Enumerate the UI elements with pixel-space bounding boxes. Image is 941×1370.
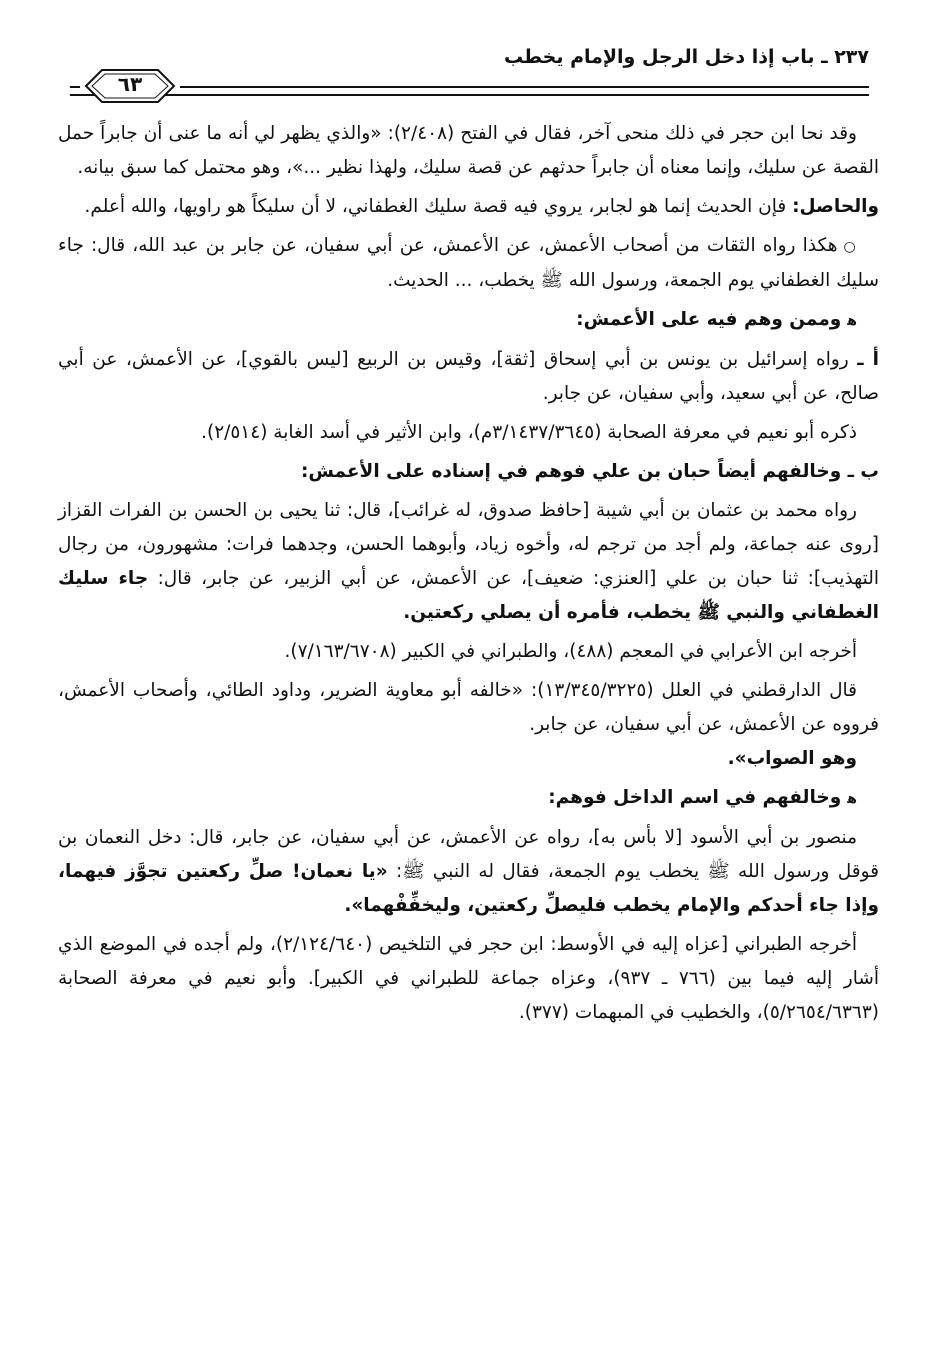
paragraph-4-label: أ ـ [857,349,879,370]
section-heading-2: ب ـ وخالفهم أيضاً حبان بن علي فوهم في إسناده على الأعمش: [300,461,879,482]
paragraph-9 [58,821,879,923]
paragraph-6-text: رواه محمد بن عثمان بن أبي شيبة [حافظ صدوق، له غرائب]، قال: ثنا يحيى بن الحسن بن الفرات القزاز [روى عنه جماعة، ولم أجد من ترجم له، وأخوه زياد، وأبوهما الحسن، وجدهما فرات: مشهورون، من رجال التهذيب]: ثنا حبان بن علي [العنزي: ضعيف]، عن الأعمش، عن أبي الزبير، عن جابر، قال: [58,500,880,589]
paragraph-4 [58,343,879,411]
paragraph-2-text: فإن الحديث إنما هو لجابر، يروي فيه قصة سليك الغطفاني، لا أن سليكاً هو راويها، والله أعلم. [84,196,793,217]
header-rule [70,86,869,96]
paragraph-7: أخرجه ابن الأعرابي في المعجم (٤٨٨)، والطبراني في الكبير (٧/١٦٣/٦٧٠٨). [284,641,857,662]
bullet-icon: ○ [843,239,857,255]
section-heading-1 [58,303,879,338]
paragraph-8 [58,674,879,776]
paragraph-6 [58,494,879,630]
heading-marker-icon: ﻫ [847,313,857,329]
running-title: ٢٣٧ ـ باب إذا دخل الرجل والإمام يخطب [504,46,869,68]
paragraph-6-hadith: جاء سليك الغطفاني والنبي ﷺ يخطب، فأمره أن يصلي ركعتين. [58,568,879,623]
paragraph-10: أخرجه الطبراني [عزاه إليه في الأوسط: ابن حجر في التلخيص (٢/١٢٤/٦٤٠)، ولم أجده في الموضع الذي أشار إليه فيما بين (٧٦٦ ـ ٩٣٧)، وعزاه جماعة للطبراني في الكبير]. وأبو نعيم في معرفة الصحابة (٥/٢٦٥٤/٦٣٦٣)، والخطيب في المبهمات (٣٧٧). [58,934,879,1023]
heading-marker-icon: ﻫ [847,791,857,807]
paragraph-8-conclusion: وهو الصواب». [727,748,857,769]
page-header [70,38,869,98]
page-body [58,117,879,1035]
paragraph-2 [58,190,879,224]
section-heading-3 [58,781,879,816]
paragraph-8-text: قال الدارقطني في العلل (١٣/٣٤٥/٣٢٢٥): «خالفه أبو معاوية الضرير، وداود الطائي، وأصحاب الأعمش، فرووه عن الأعمش، عن أبي سفيان، عن جابر. [58,680,879,735]
paragraph-3-text: هكذا رواه الثقات من أصحاب الأعمش، عن الأعمش، عن أبي سفيان، عن جابر بن عبد الله، قال: جاء سليك الغطفاني يوم الجمعة، ورسول الله ﷺ يخطب، ... الحديث. [58,235,879,291]
paragraph-3 [58,229,879,298]
paragraph-9-text: منصور بن أبي الأسود [لا بأس به]، رواه عن الأعمش، عن أبي سفيان، عن جابر، قال: دخل النعمان بن قوقل ورسول الله ﷺ يخطب يوم الجمعة، فقال له النبي ﷺ: [58,827,879,882]
paragraph-1: وقد نحا ابن حجر في ذلك منحى آخر، فقال في الفتح (٢/٤٠٨): «والذي يظهر لي أنه ما عنى أن جابراً حمل القصة عن سليك، وإنما معناه أن جابراً حدثهم عن قصة سليك، ولهذا نظير ...»، وهو محتمل كما سبق بيانه. [58,123,879,178]
paragraph-2-label: والحاصل: [792,196,879,217]
paragraph-5: ذكره أبو نعيم في معرفة الصحابة (٣/١٤٣٧/٣٦٤٥م)، وابن الأثير في أسد الغابة (٢/٥١٤). [201,422,857,443]
paragraph-9-hadith: «يا نعمان! صلِّ ركعتين تجوَّز فيهما، وإذا جاء أحدكم والإمام يخطب فليصلِّ ركعتين، وليخفِّفْهما». [58,861,879,916]
section-heading-3-text: وخالفهم في اسم الداخل فوهم: [548,787,842,808]
paragraph-4-text: رواه إسرائيل بن يونس بن أبي إسحاق [ثقة]، وقيس بن الربيع [ليس بالقوي]، عن الأعمش، عن أبي صالح، عن أبي سعيد، وأبي سفيان، عن جابر. [58,349,879,404]
section-heading-1-text: وممن وهم فيه على الأعمش: [576,309,842,330]
page-number: ٦٣ [117,72,143,96]
page-number-badge [80,64,180,108]
